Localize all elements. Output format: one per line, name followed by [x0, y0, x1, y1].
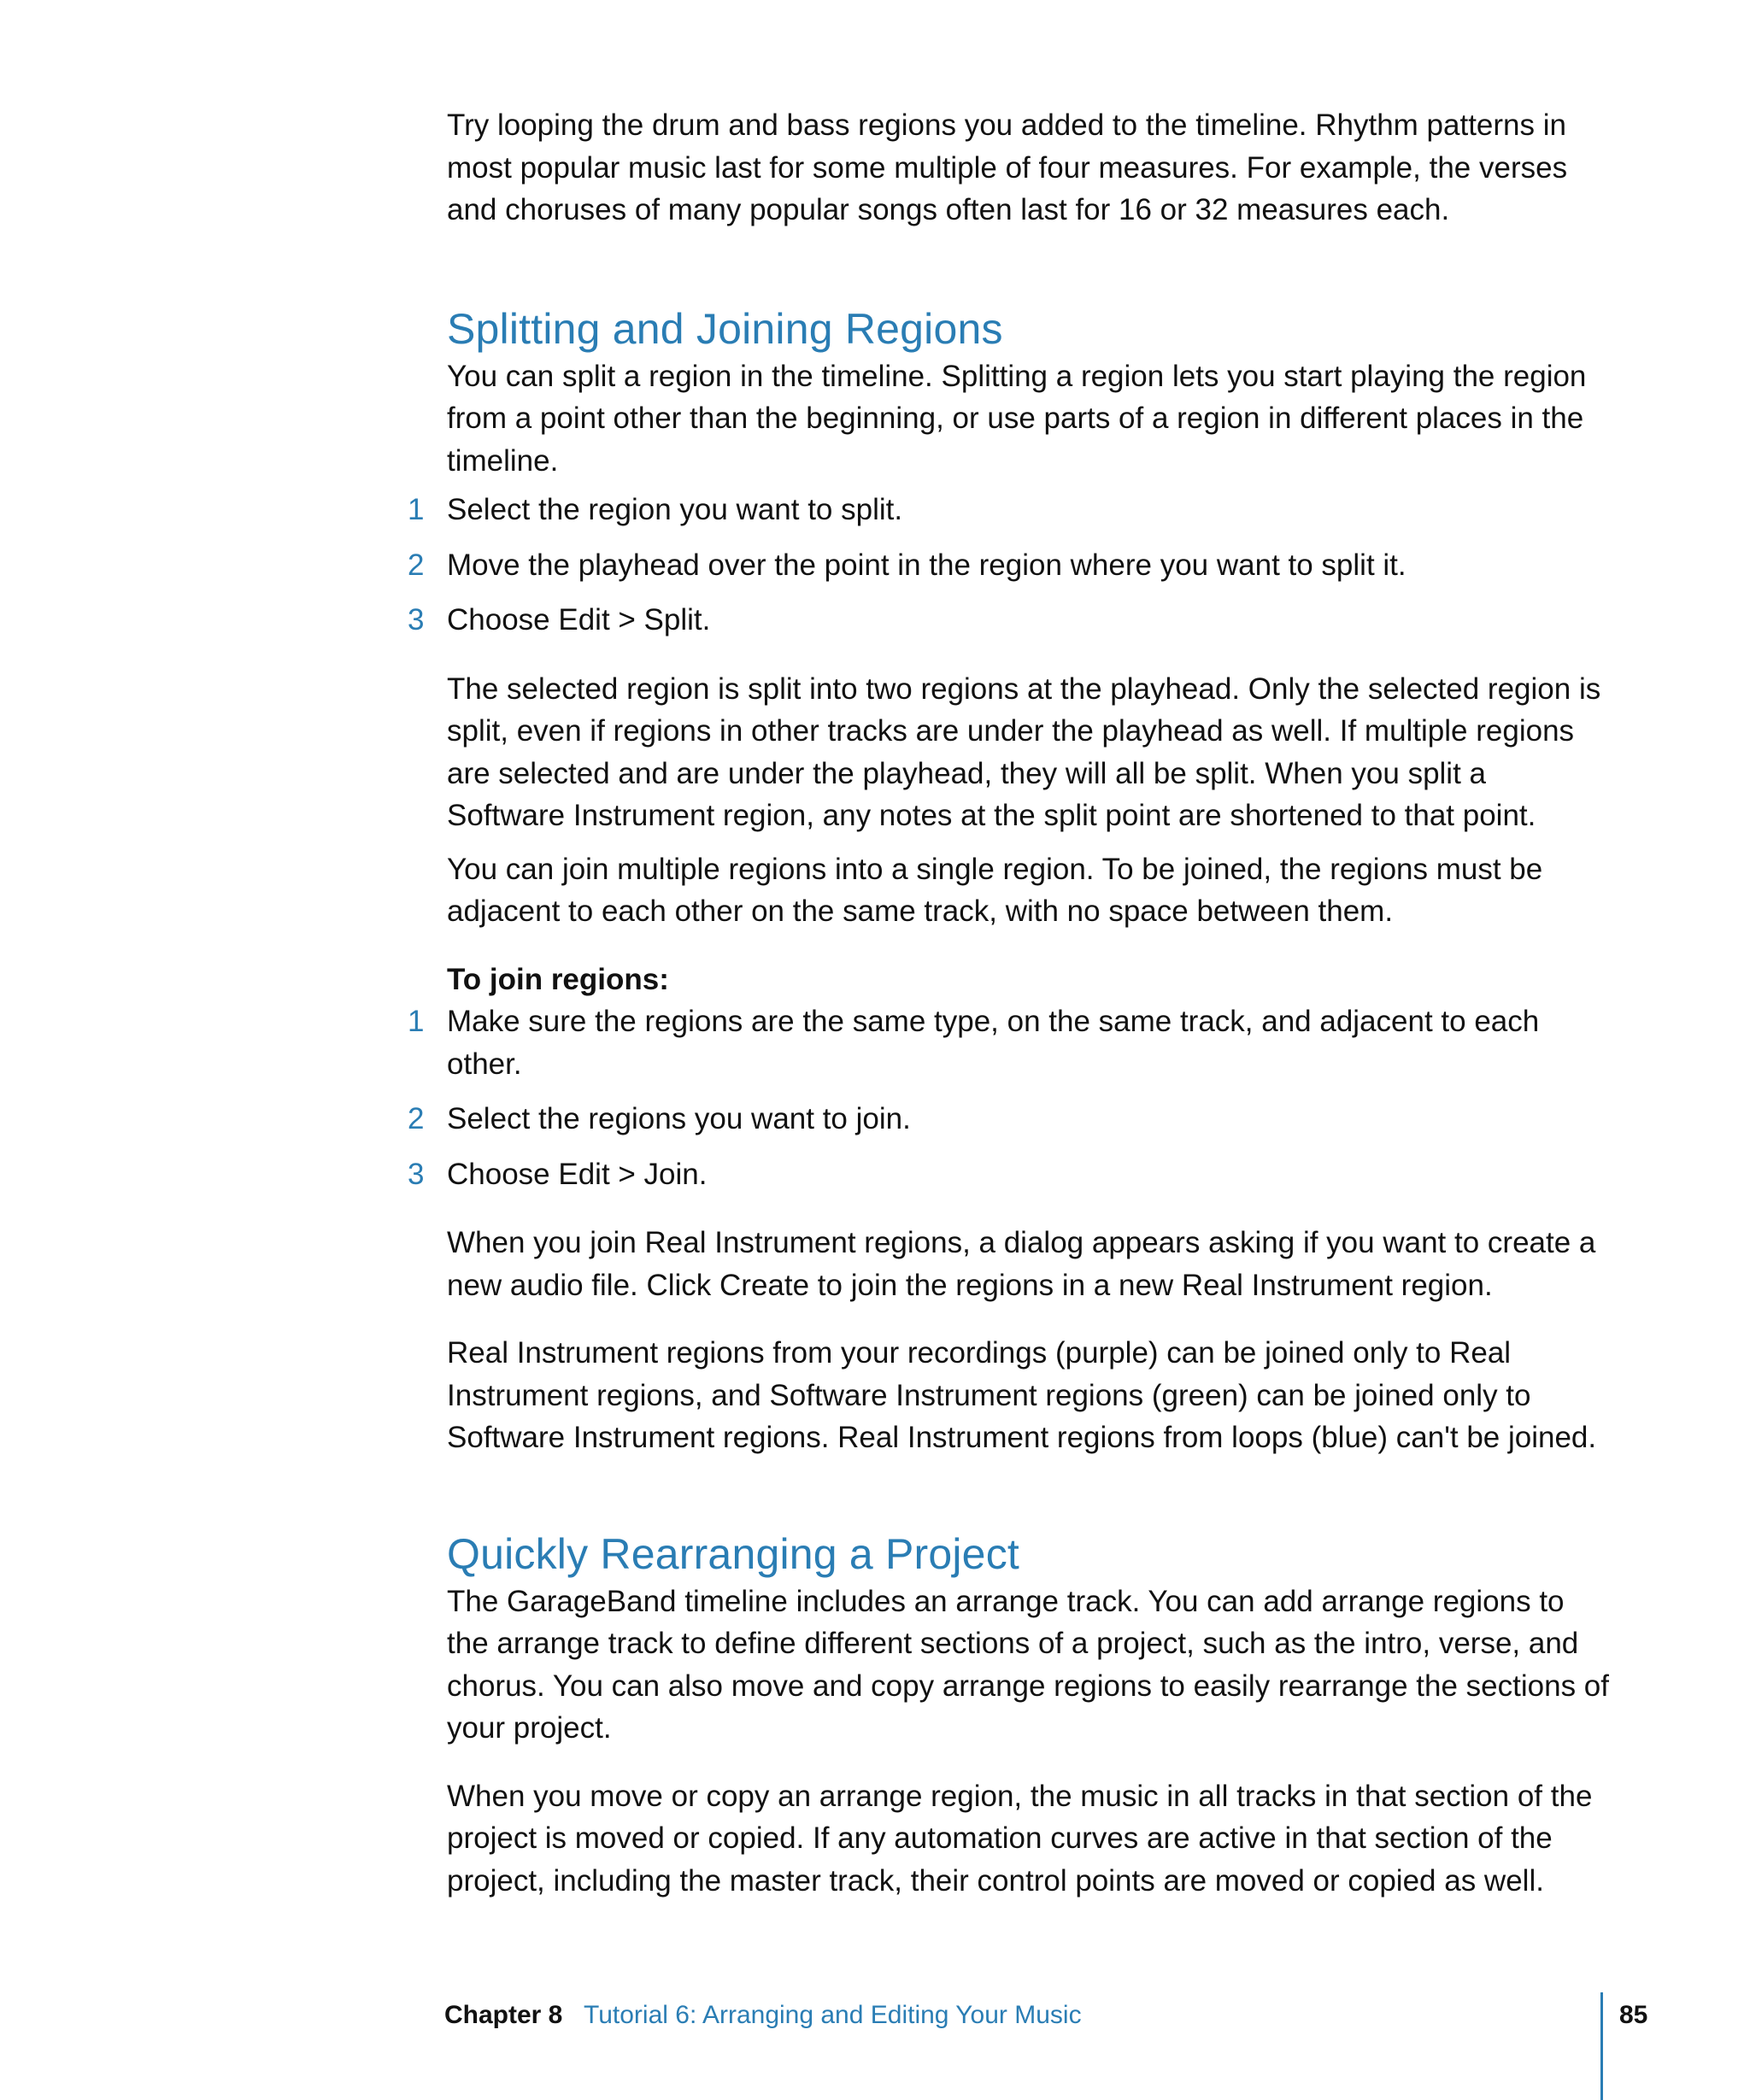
- step-number: 3: [408, 1157, 425, 1191]
- step-number: 2: [408, 1102, 425, 1135]
- page-content: [408, 104, 1609, 1902]
- split-result-paragraph: The selected region is split into two regions at the playhead. Only the selected region is split, even if regions in other tracks are under the playhead as well. If multiple regions are selected and are under the playhead, they will all be split. When you split a Software Instrument region, any notes at the split point are shortened to that point.: [447, 672, 1601, 832]
- step-number: 3: [408, 603, 425, 636]
- list-item: [408, 1000, 1609, 1085]
- list-item: [408, 544, 1609, 587]
- join-steps-list: [408, 1000, 1609, 1195]
- rearrange-paragraph-2: When you move or copy an arrange region, the music in all tracks in that section of the project is moved or copied. If any automation curves are active in that section of the project, including the master track, their control points are moved or copied as well.: [447, 1779, 1593, 1898]
- step-text: Move the playhead over the point in the region where you want to split it.: [447, 548, 1406, 582]
- join-restrictions-paragraph: Real Instrument regions from your recordings (purple) can be joined only to Real Instrument regions, and Software Instrument regions (green) can be joined only to Software Instrument regions. Real Instrument regions from loops (blue) can't be joined.: [447, 1336, 1597, 1454]
- footer-divider: [1600, 1992, 1603, 2100]
- footer-chapter-label: Chapter 8: [444, 2001, 563, 2029]
- split-intro-paragraph: You can split a region in the timeline. Splitting a region lets you start playing the region from a point other than the beginning, or use parts of a region in different places in the timeline.: [447, 359, 1587, 478]
- step-number: 2: [408, 548, 425, 582]
- step-text: Select the regions you want to join.: [447, 1102, 911, 1135]
- list-item: [408, 1098, 1609, 1141]
- section-heading-rearranging: Quickly Rearranging a Project: [447, 1529, 1019, 1578]
- step-text: Make sure the regions are the same type, on the same track, and adjacent to each other.: [447, 1005, 1540, 1081]
- step-text: Choose Edit > Split.: [447, 603, 711, 636]
- list-item: [408, 1153, 1609, 1196]
- step-text: Choose Edit > Join.: [447, 1157, 708, 1191]
- footer-chapter-title: Tutorial 6: Arranging and Editing Your Music: [584, 2001, 1082, 2029]
- split-steps-list: [408, 489, 1609, 642]
- rearrange-paragraph-1: The GarageBand timeline includes an arrange track. You can add arrange regions to the arrange track to define different sections of a project, such as the intro, verse, and chorus. You can also move and copy arrange regions to easily rearrange the sections of your project.: [447, 1584, 1609, 1745]
- list-item: [408, 489, 1609, 531]
- page-number: 85: [1619, 2001, 1648, 2029]
- step-number: 1: [408, 1005, 425, 1038]
- step-text: Select the region you want to split.: [447, 493, 903, 526]
- step-number: 1: [408, 493, 425, 526]
- join-intro-paragraph: You can join multiple regions into a single region. To be joined, the regions must be adjacent to each other on the same track, with no space between them.: [447, 852, 1543, 928]
- intro-paragraph: Try looping the drum and bass regions you added to the timeline. Rhythm patterns in most popular music last for some multiple of four measures. For example, the verses and choruses of many popular songs often last for 16 or 32 measures each.: [447, 109, 1568, 226]
- section-heading-splitting-joining: Splitting and Joining Regions: [447, 304, 1003, 353]
- page-footer: [444, 1994, 1658, 2037]
- list-item: [408, 599, 1609, 642]
- join-result-paragraph: When you join Real Instrument regions, a dialog appears asking if you want to create a new audio file. Click Create to join the regions in a new Real Instrument region.: [447, 1226, 1596, 1302]
- join-task-title: To join regions:: [447, 962, 669, 996]
